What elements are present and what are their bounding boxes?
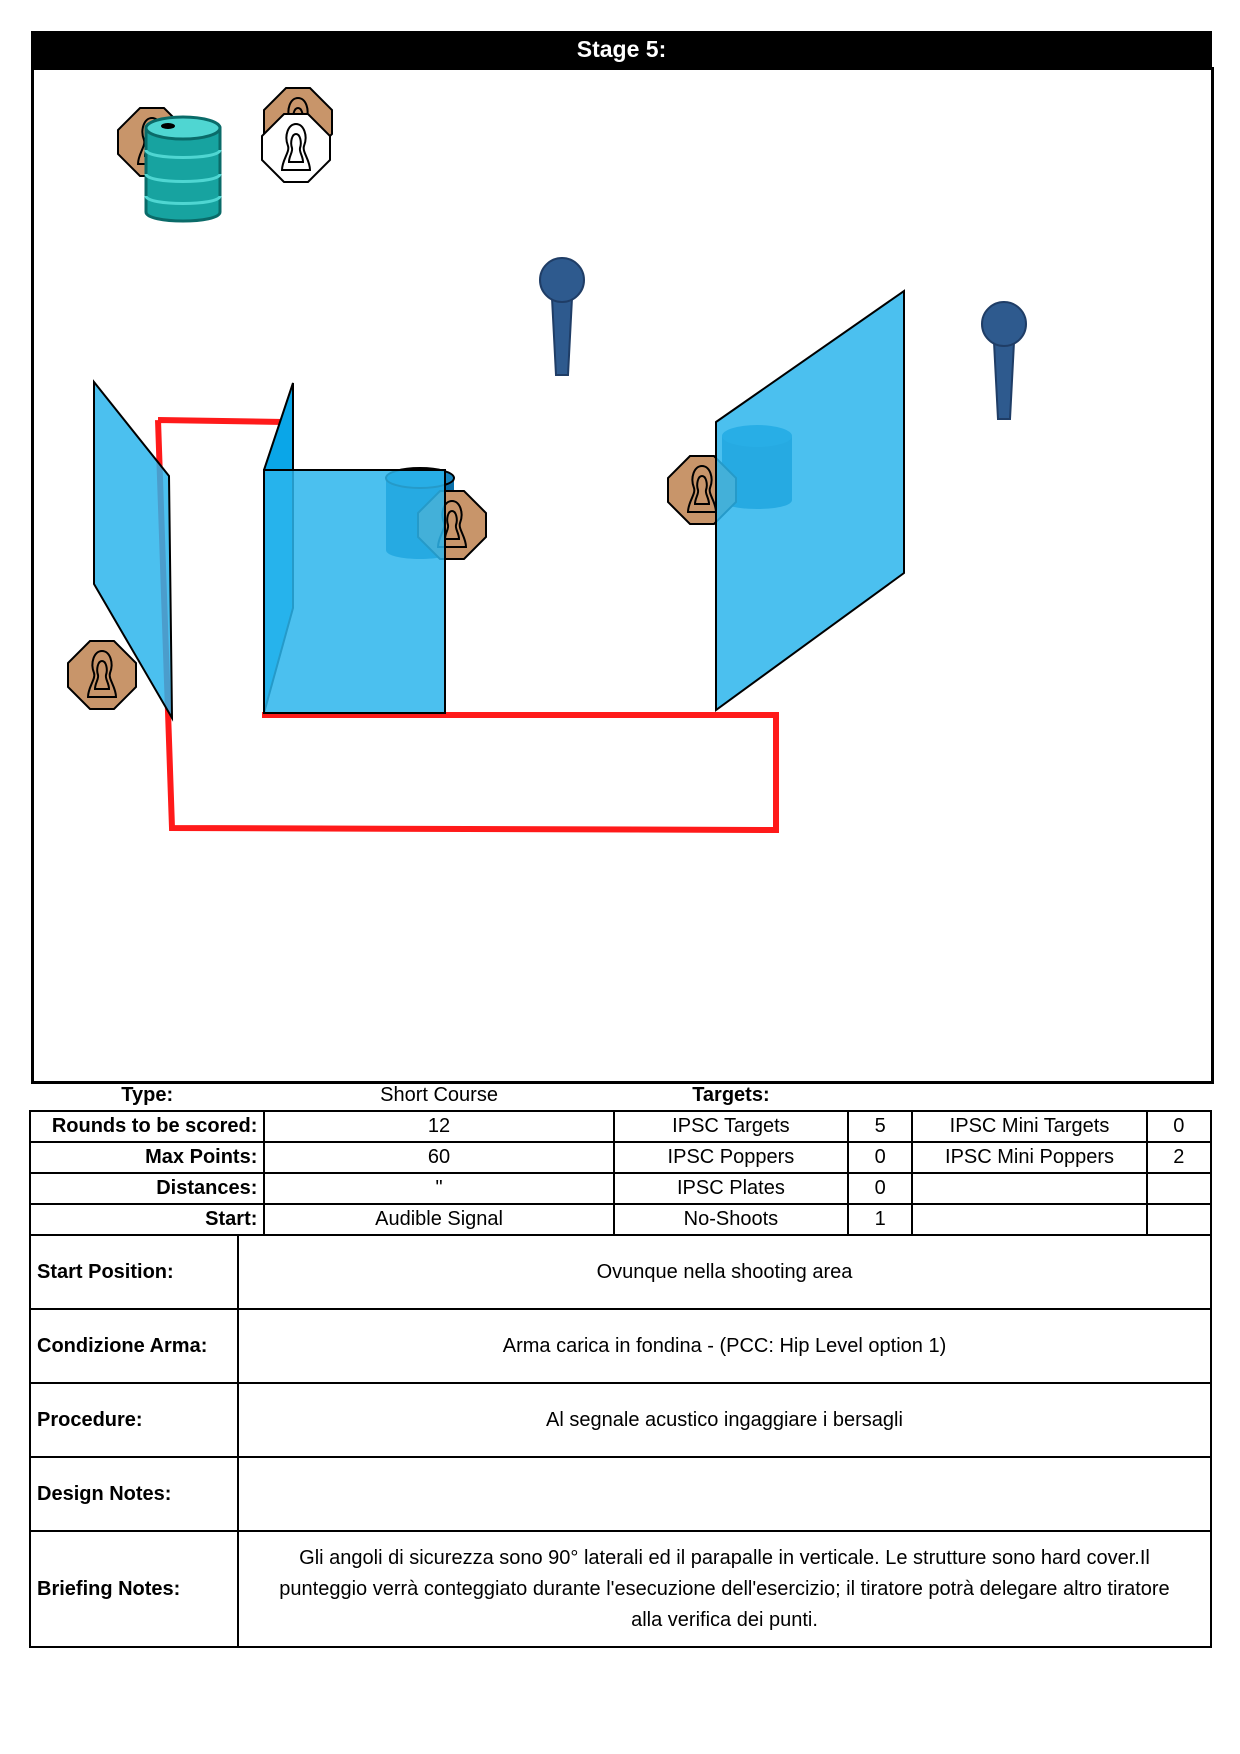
design-notes-label: Design Notes: (30, 1457, 238, 1531)
summary-table (29, 1081, 1212, 1236)
type-label: Type: (30, 1081, 264, 1111)
stage-diagram (31, 67, 1214, 1084)
popper-icon (540, 258, 584, 375)
row-value: 12 (264, 1111, 613, 1142)
detail-row (30, 1309, 1211, 1383)
detail-row (30, 1383, 1211, 1457)
targets-label: Targets: (614, 1081, 848, 1111)
table-row (30, 1111, 1211, 1142)
row-value: Audible Signal (264, 1204, 613, 1235)
briefing-notes-value: Gli angoli di sicurezza sono 90° laterali ed il parapalle in verticale. Le strutture sono hard cover.Il punteggio verrà conteggiato durante l'esecuzione dell'esercizio; il tiratore potrà delegare altro tiratore alla verifica dei punti. (238, 1531, 1211, 1647)
mini-popper (982, 302, 1026, 419)
procedure-value: Al segnale acustico ingaggiare i bersagli (238, 1383, 1211, 1457)
row-label: Distances: (30, 1173, 264, 1204)
row-label: Rounds to be scored: (30, 1111, 264, 1142)
target-count: 0 (848, 1173, 912, 1204)
detail-row (30, 1531, 1211, 1647)
row-value: 60 (264, 1142, 613, 1173)
target-type: IPSC Targets (614, 1111, 848, 1142)
target-count: 5 (848, 1111, 912, 1142)
detail-row (30, 1235, 1211, 1309)
wall-right (716, 291, 904, 710)
target-type: IPSC Mini Poppers (912, 1142, 1146, 1173)
popper-icon (982, 302, 1026, 419)
procedure-label: Procedure: (30, 1383, 238, 1457)
row-value: " (264, 1173, 613, 1204)
target-type (912, 1173, 1146, 1204)
details-table (29, 1234, 1212, 1648)
target-count: 2 (1147, 1142, 1211, 1173)
wall-center-front (264, 470, 445, 713)
type-value: Short Course (264, 1081, 613, 1111)
design-notes-value (238, 1457, 1211, 1531)
paper-target-icon (68, 641, 136, 709)
table-row (30, 1142, 1211, 1173)
target-type: IPSC Mini Targets (912, 1111, 1146, 1142)
stage-title: Stage 5: (31, 31, 1212, 67)
row-label: Max Points: (30, 1142, 264, 1173)
target-count: 1 (848, 1204, 912, 1235)
row-label: Start: (30, 1204, 264, 1235)
table-row (30, 1173, 1211, 1204)
mini-popper (540, 258, 584, 375)
target-count: 0 (1147, 1111, 1211, 1142)
target-type: IPSC Poppers (614, 1142, 848, 1173)
target-count (1147, 1204, 1211, 1235)
paper-target (68, 641, 136, 709)
detail-row (30, 1457, 1211, 1531)
target-count (1147, 1173, 1211, 1204)
target-type (912, 1204, 1146, 1235)
stage-info (29, 1081, 1212, 1648)
barrel (146, 117, 220, 221)
start-position-label: Start Position: (30, 1235, 238, 1309)
briefing-notes-label: Briefing Notes: (30, 1531, 238, 1647)
condizione-arma-label: Condizione Arma: (30, 1309, 238, 1383)
table-row (30, 1204, 1211, 1235)
target-count: 0 (848, 1142, 912, 1173)
start-position-value: Ovunque nella shooting area (238, 1235, 1211, 1309)
target-type: IPSC Plates (614, 1173, 848, 1204)
target-type: No-Shoots (614, 1204, 848, 1235)
condizione-arma-value: Arma carica in fondina - (PCC: Hip Level option 1) (238, 1309, 1211, 1383)
